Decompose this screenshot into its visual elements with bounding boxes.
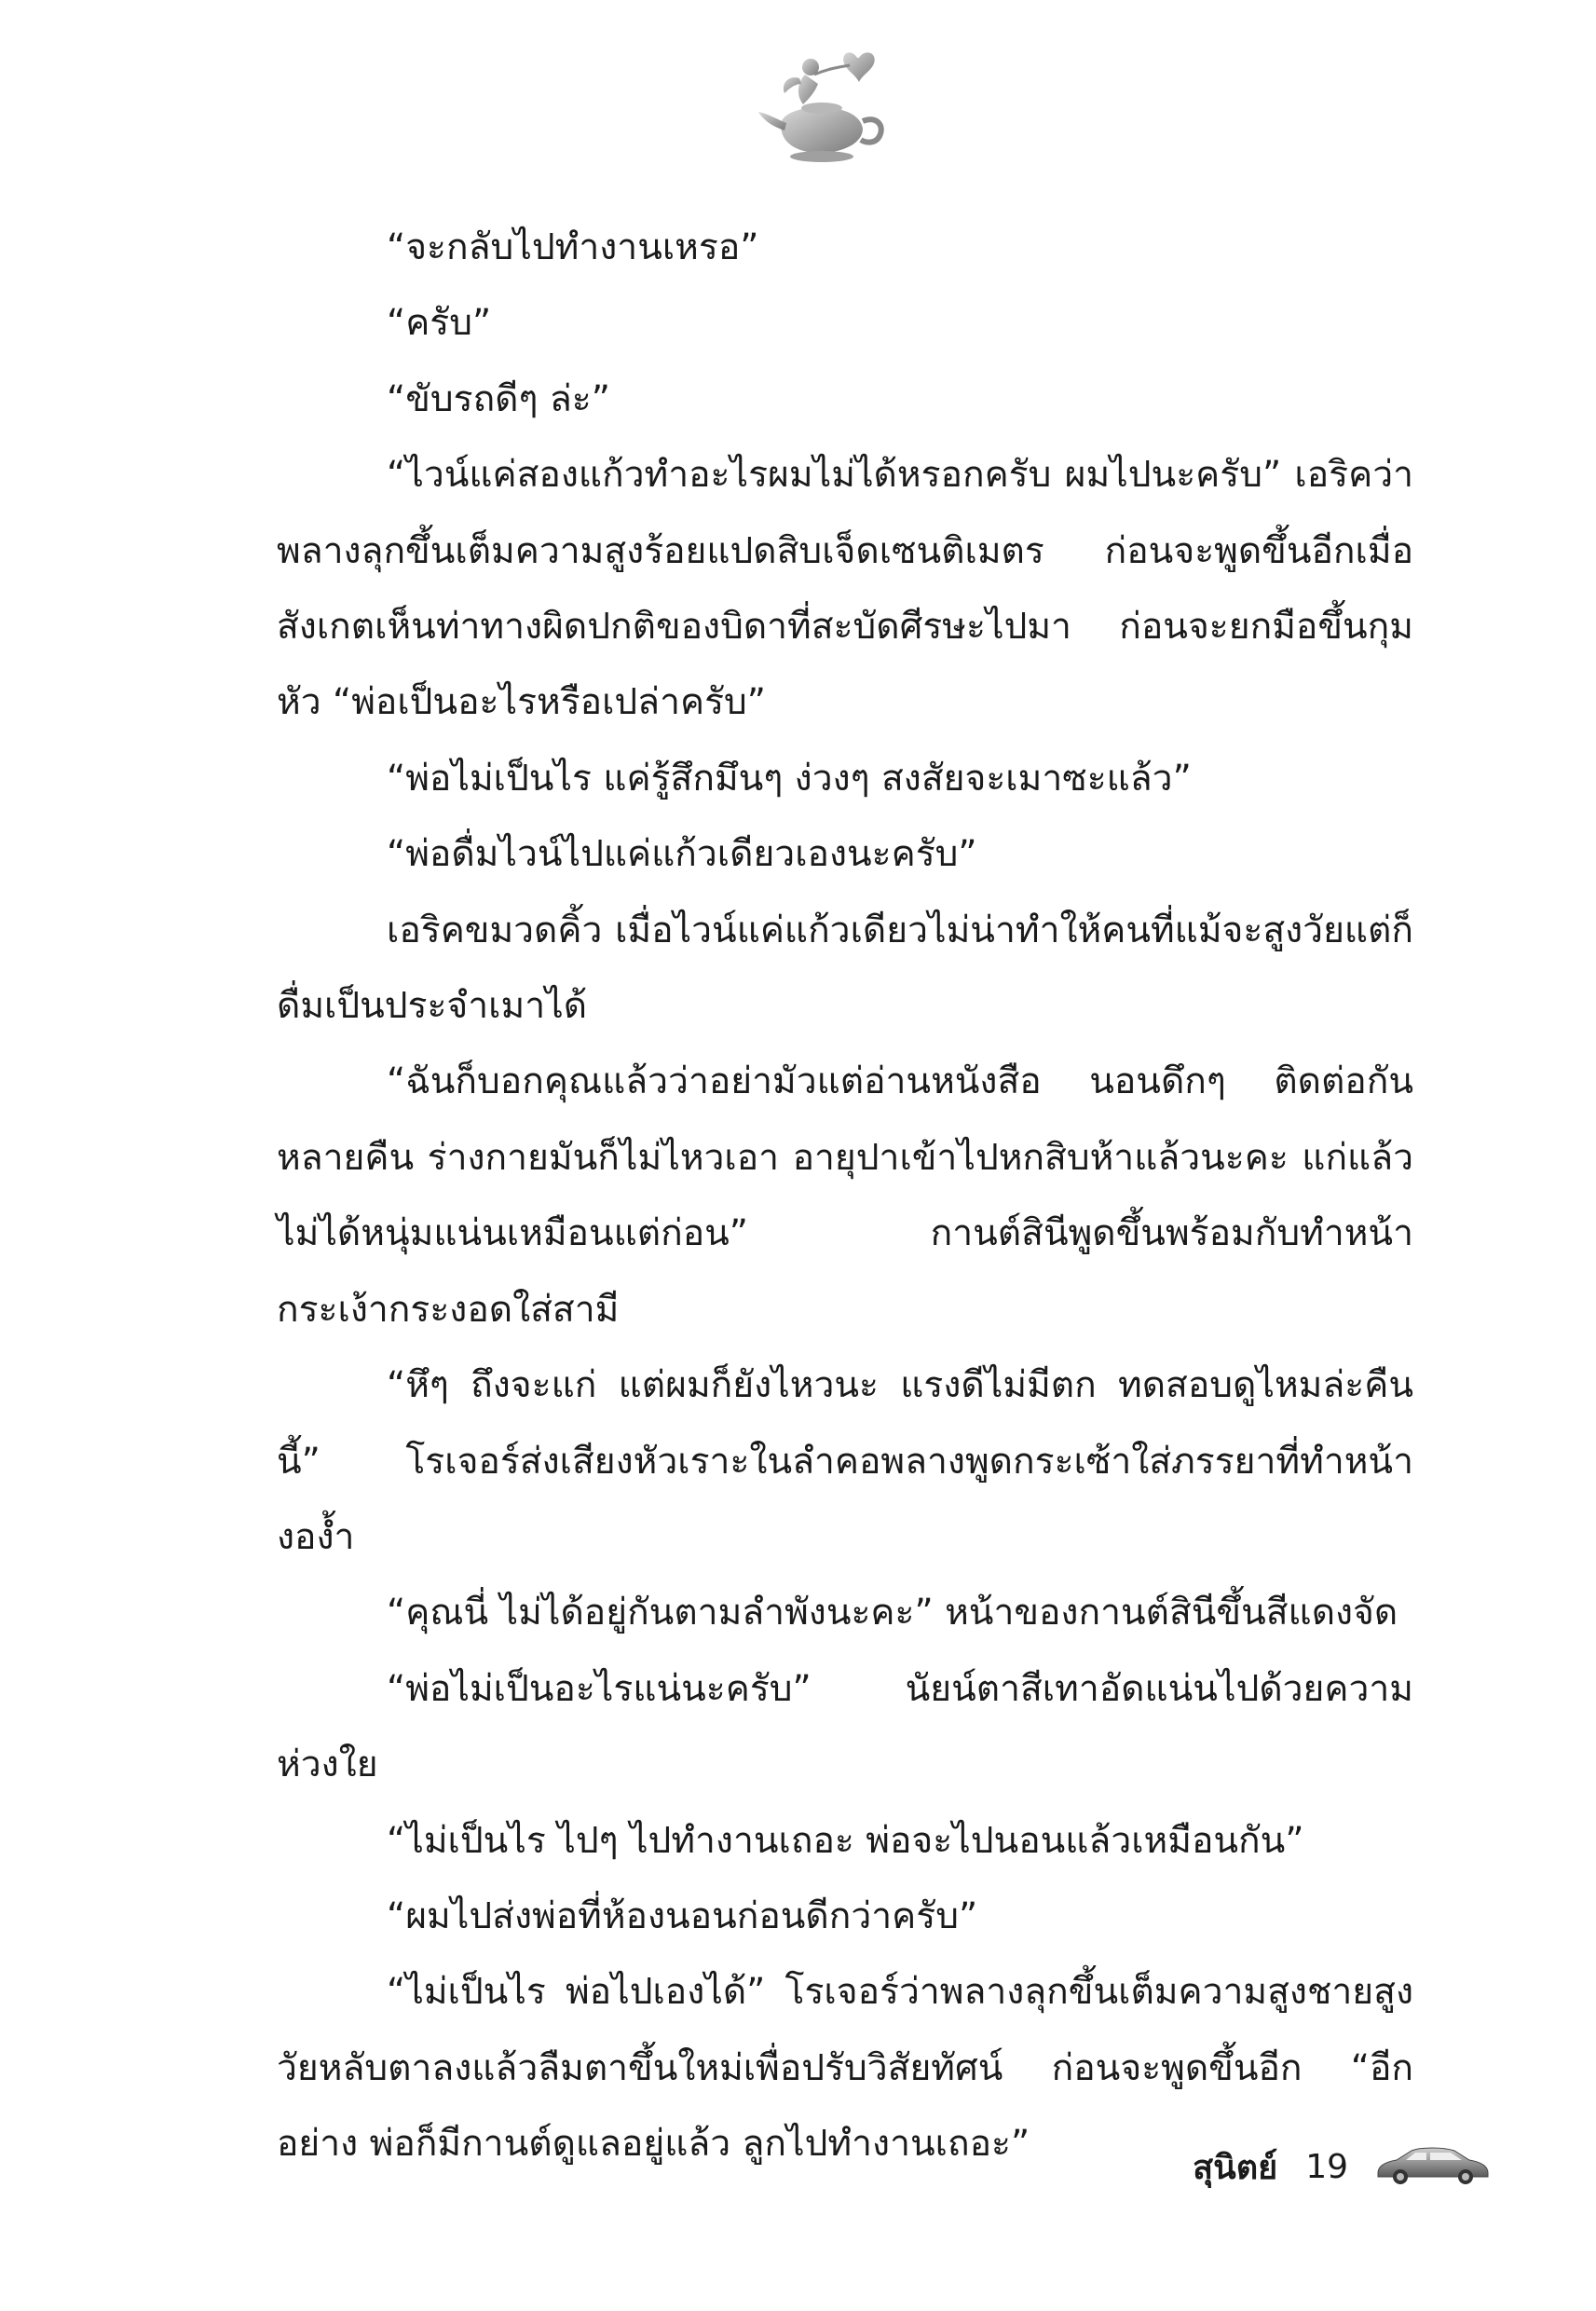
cupid-teapot-ornament-icon <box>753 47 902 168</box>
paragraph: “ไม่เป็นไร ไปๆ ไปทำงานเถอะ พ่อจะไปนอนแล้วเหมือนกัน” <box>387 1819 1304 1862</box>
paragraph: “ไวน์แค่สองแก้วทำอะไรผมไม่ได้หรอกครับ ผมไปนะครับ” เอริคว่าพลางลุกขึ้นเต็มความสูงร้อยแปดสิบเจ็ดเซนติเมตร ก่อนจะพูดขึ้นอีกเมื่อสังเกตเห็นท่าทางผิดปกติของบิดาที่สะบัดศีรษะไปมา ก่อนจะยกมือขึ้นกุมหัว “พ่อเป็นอะไรหรือเปล่าครับ” <box>277 454 1413 724</box>
paragraph: “ไม่เป็นไร พ่อไปเองได้” โรเจอร์ว่าพลางลุกขึ้นเต็มความสูงชายสูงวัยหลับตาลงแล้วลืมตาขึ้นใหม่เพื่อปรับวิสัยทัศน์ ก่อนจะพูดขึ้นอีก “อีกอย่าง พ่อก็มีกานต์ดูแลอยู่แล้ว ลูกไปทำงานเถอะ” <box>277 1971 1413 2166</box>
paragraph: “พ่อไม่เป็นไร แค่รู้สึกมึนๆ ง่วงๆ สงสัยจะเมาซะแล้ว” <box>387 757 1192 800</box>
author-name: สุนิตย์ <box>1193 2148 1278 2187</box>
page-number: 19 <box>1305 2147 1348 2186</box>
paragraph: “หึๆ ถึงจะแก่ แต่ผมก็ยังไหวนะ แรงดีไม่มีตก ทดสอบดูไหมล่ะคืนนี้” โรเจอร์ส่งเสียงหัวเราะในลำคอพลางพูดกระเซ้าใส่ภรรยาที่ทำหน้างองํ้า <box>277 1364 1413 1558</box>
paragraph: “ครับ” <box>387 302 492 345</box>
paragraph: “คุณนี่ ไม่ได้อยู่กันตามลำพังนะคะ” หน้าของกานต์สินีขึ้นสีแดงจัด <box>387 1592 1398 1634</box>
story-text <box>277 210 1413 2182</box>
paragraph: เอริคขมวดคิ้ว เมื่อไวน์แค่แก้วเดียวไม่น่าทำให้คนที่แม้จะสูงวัยแต่ก็ดื่มเป็นประจำเมาได้ <box>277 909 1413 1028</box>
paragraph: “จะกลับไปทำงานเหรอ” <box>387 226 759 268</box>
paragraph: “ขับรถดีๆ ล่ะ” <box>387 377 610 420</box>
paragraph: “ผมไปส่งพ่อที่ห้องนอนก่อนดีกว่าครับ” <box>387 1894 978 1937</box>
paragraph: “พ่อไม่เป็นอะไรแน่นะครับ” นัยน์ตาสีเทาอัดแน่นไปด้วยความห่วงใย <box>277 1667 1413 1786</box>
car-icon <box>1372 2143 1494 2190</box>
page-footer <box>1193 2139 1494 2195</box>
paragraph: “ฉันก็บอกคุณแล้วว่าอย่ามัวแต่อ่านหนังสือ นอนดึกๆ ติดต่อกันหลายคืน ร่างกายมันก็ไม่ไหวเอา อายุปาเข้าไปหกสิบห้าแล้วนะคะ แก่แล้ว ไม่ได้หนุ่มแน่นเหมือนแต่ก่อน” กานต์สินีพูดขึ้นพร้อมกับทำหน้ากระเง้ากระงอดใส่สามี <box>277 1060 1413 1331</box>
paragraph: “พ่อดื่มไวน์ไปแค่แก้วเดียวเองนะครับ” <box>387 833 977 876</box>
